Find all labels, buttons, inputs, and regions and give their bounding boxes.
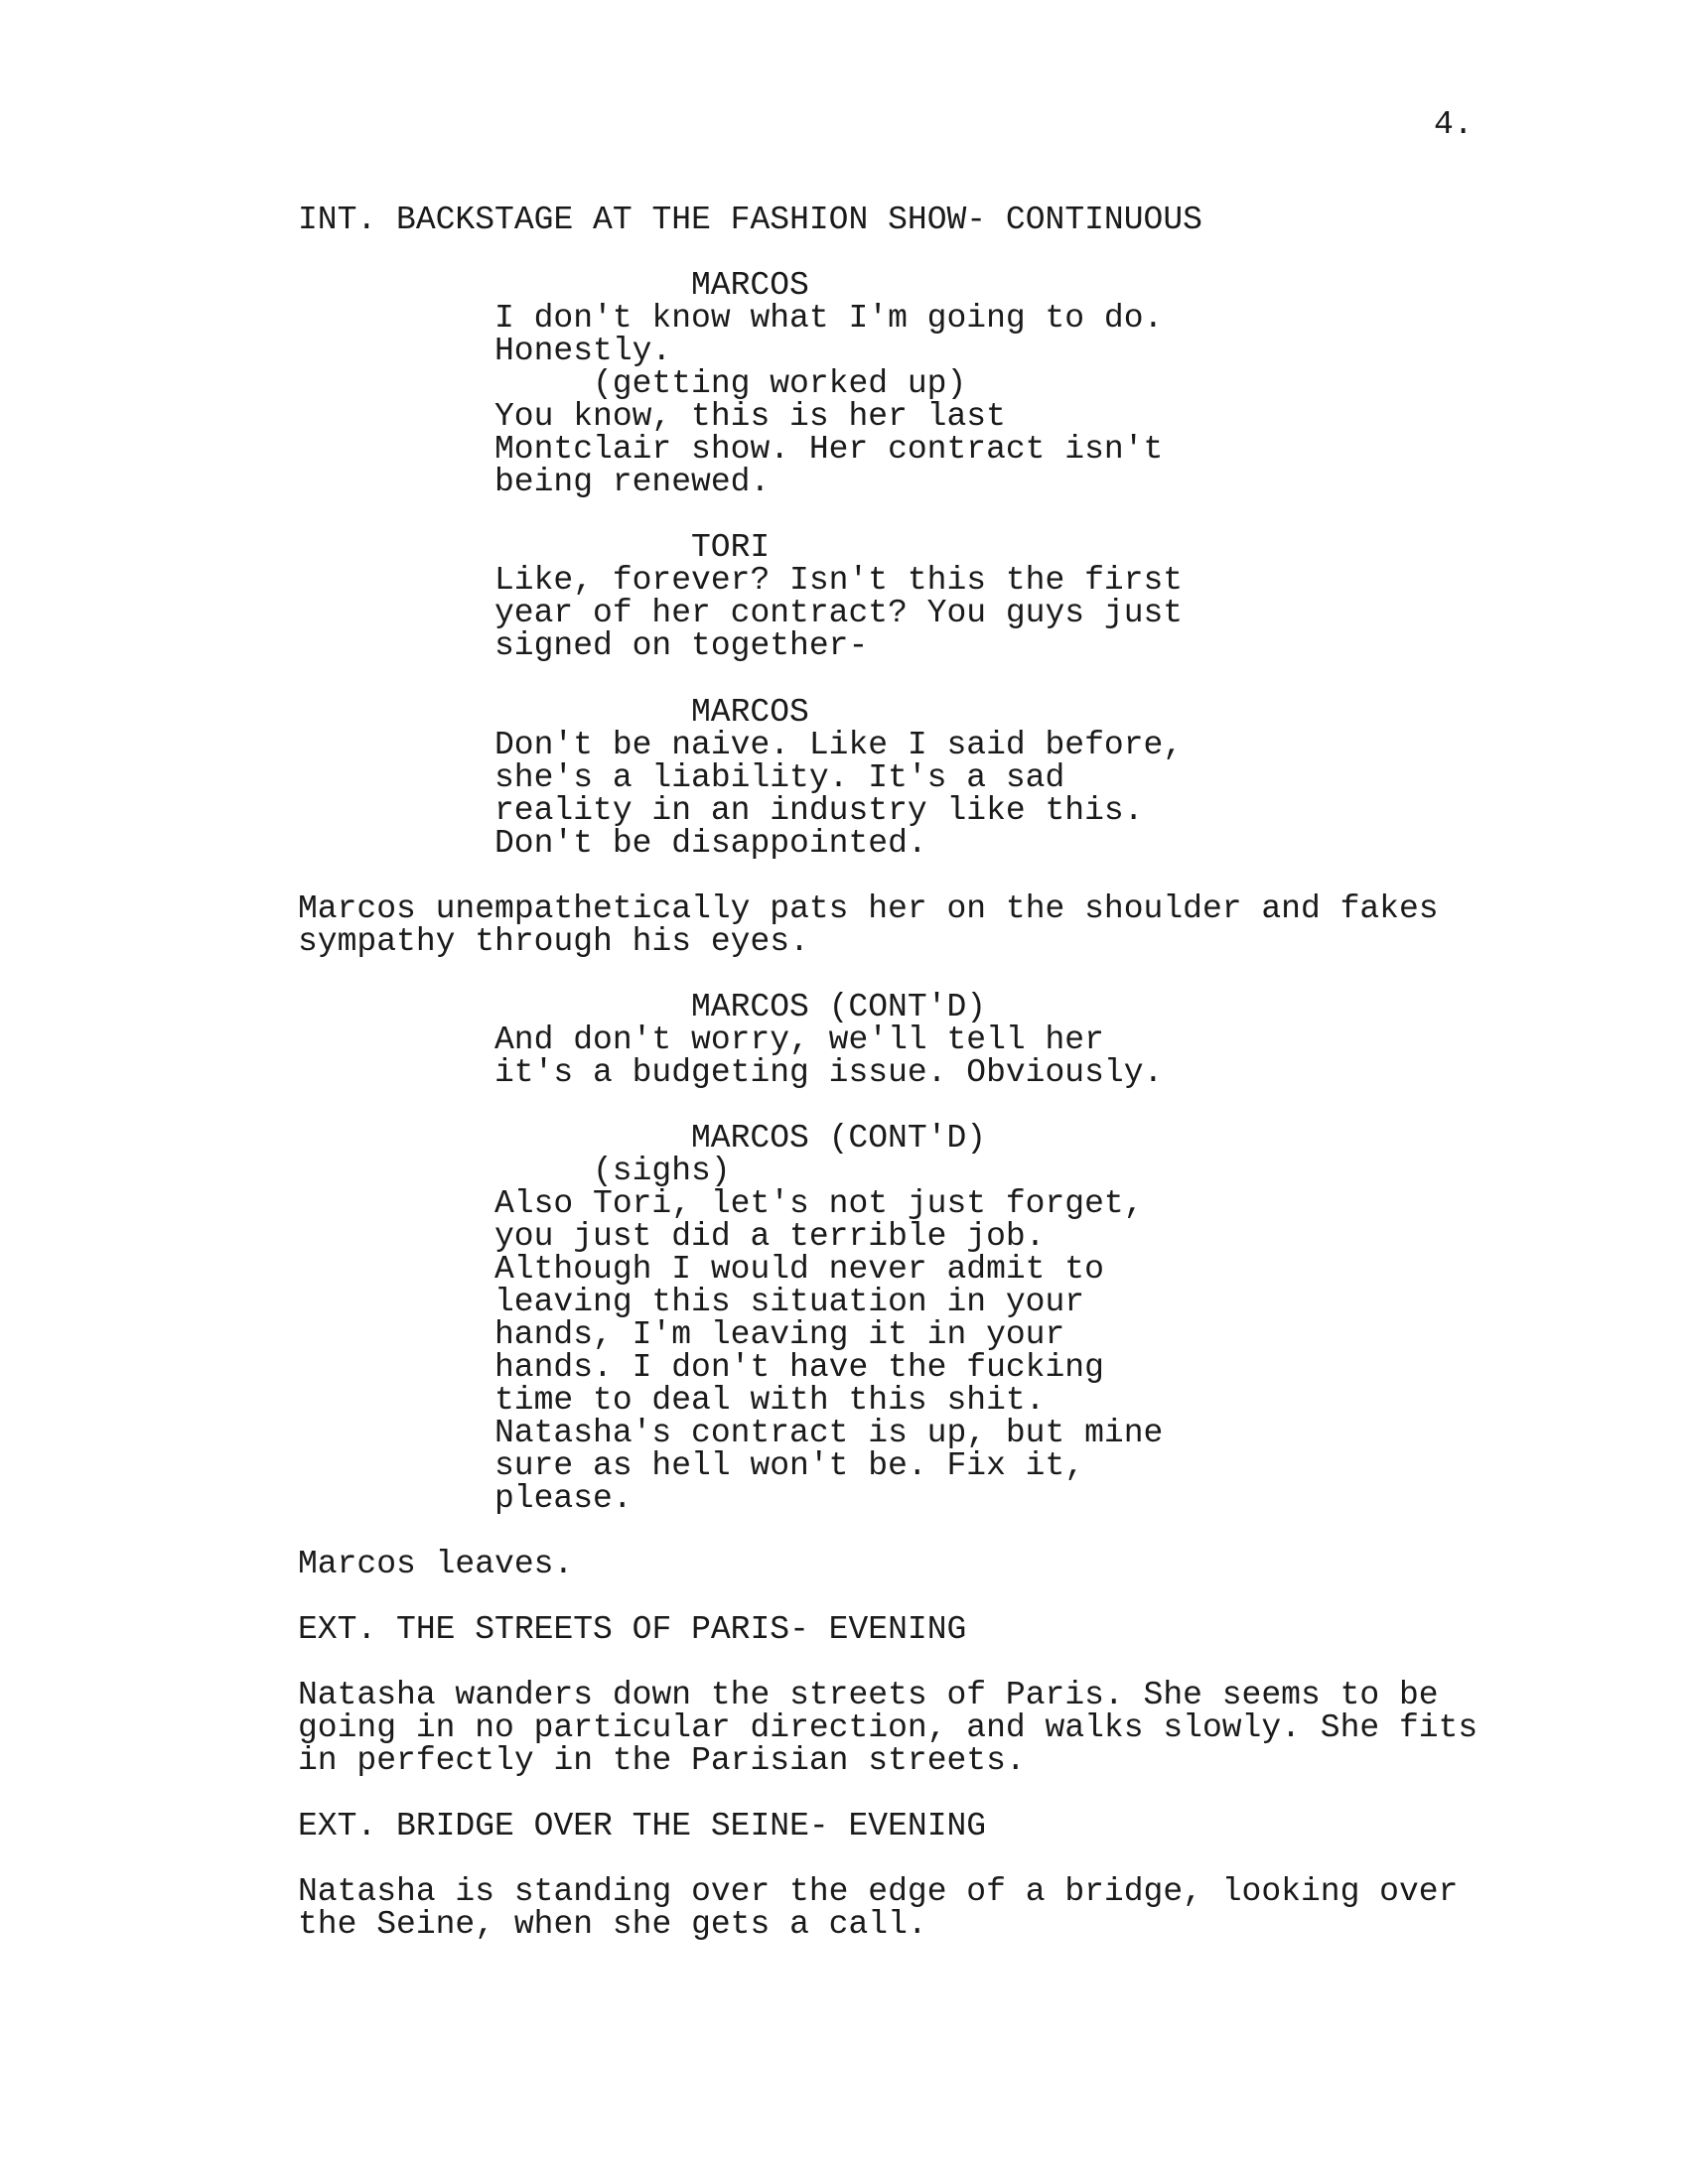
dialogue-line: leaving this situation in your [494, 1284, 1085, 1320]
dialogue-line: time to deal with this shit. [494, 1382, 1046, 1419]
character-name: MARCOS [691, 267, 809, 304]
dialogue-line: Honestly. [494, 333, 672, 369]
action-line: Marcos leaves. [298, 1546, 574, 1582]
page-number: 4. [1434, 106, 1474, 143]
dialogue-line: reality in an industry like this. [494, 792, 1144, 829]
action-line: in perfectly in the Parisian streets. [298, 1742, 1026, 1779]
dialogue-line: You know, this is her last [494, 398, 1006, 435]
action-line: the Seine, when she gets a call. [298, 1906, 927, 1943]
action-line: Marcos unempathetically pats her on the shoulder and fakes [298, 890, 1439, 927]
dialogue-line: Montclair show. Her contract isn't [494, 431, 1164, 468]
dialogue-line: And don't worry, we'll tell her [494, 1022, 1104, 1058]
character-name: MARCOS [691, 694, 809, 731]
dialogue-line: hands. I don't have the fucking [494, 1349, 1104, 1386]
dialogue-line: year of her contract? You guys just [494, 595, 1184, 631]
action-line: going in no particular direction, and walks slowly. She fits [298, 1709, 1478, 1746]
scene-heading: EXT. BRIDGE OVER THE SEINE- EVENING [298, 1808, 987, 1844]
parenthetical: (sighs) [593, 1153, 731, 1189]
character-name: MARCOS (CONT'D) [691, 1120, 987, 1157]
parenthetical: (getting worked up) [593, 365, 967, 402]
scene-heading: INT. BACKSTAGE AT THE FASHION SHOW- CONTINUOUS [298, 202, 1202, 238]
dialogue-line: Like, forever? Isn't this the first [494, 562, 1184, 599]
dialogue-line: Although I would never admit to [494, 1251, 1104, 1288]
dialogue-line: Natasha's contract is up, but mine [494, 1415, 1164, 1451]
dialogue-line: I don't know what I'm going to do. [494, 300, 1164, 337]
dialogue-line: sure as hell won't be. Fix it, [494, 1447, 1085, 1484]
dialogue-line: Don't be naive. Like I said before, [494, 727, 1184, 763]
dialogue-line: she's a liability. It's a sad [494, 759, 1065, 796]
dialogue-line: it's a budgeting issue. Obviously. [494, 1054, 1164, 1091]
scene-heading: EXT. THE STREETS OF PARIS- EVENING [298, 1611, 967, 1648]
dialogue-line: being renewed. [494, 464, 771, 500]
character-name: TORI [691, 529, 771, 566]
dialogue-line: Also Tori, let's not just forget, [494, 1185, 1144, 1222]
action-line: Natasha is standing over the edge of a bridge, looking over [298, 1873, 1459, 1910]
dialogue-line: you just did a terrible job. [494, 1218, 1046, 1255]
dialogue-line: signed on together- [494, 627, 869, 664]
action-line: sympathy through his eyes. [298, 923, 809, 960]
action-line: Natasha wanders down the streets of Paris. She seems to be [298, 1677, 1439, 1713]
character-name: MARCOS (CONT'D) [691, 989, 987, 1025]
dialogue-line: hands, I'm leaving it in your [494, 1316, 1065, 1353]
dialogue-line: Don't be disappointed. [494, 825, 927, 862]
dialogue-line: please. [494, 1480, 633, 1517]
